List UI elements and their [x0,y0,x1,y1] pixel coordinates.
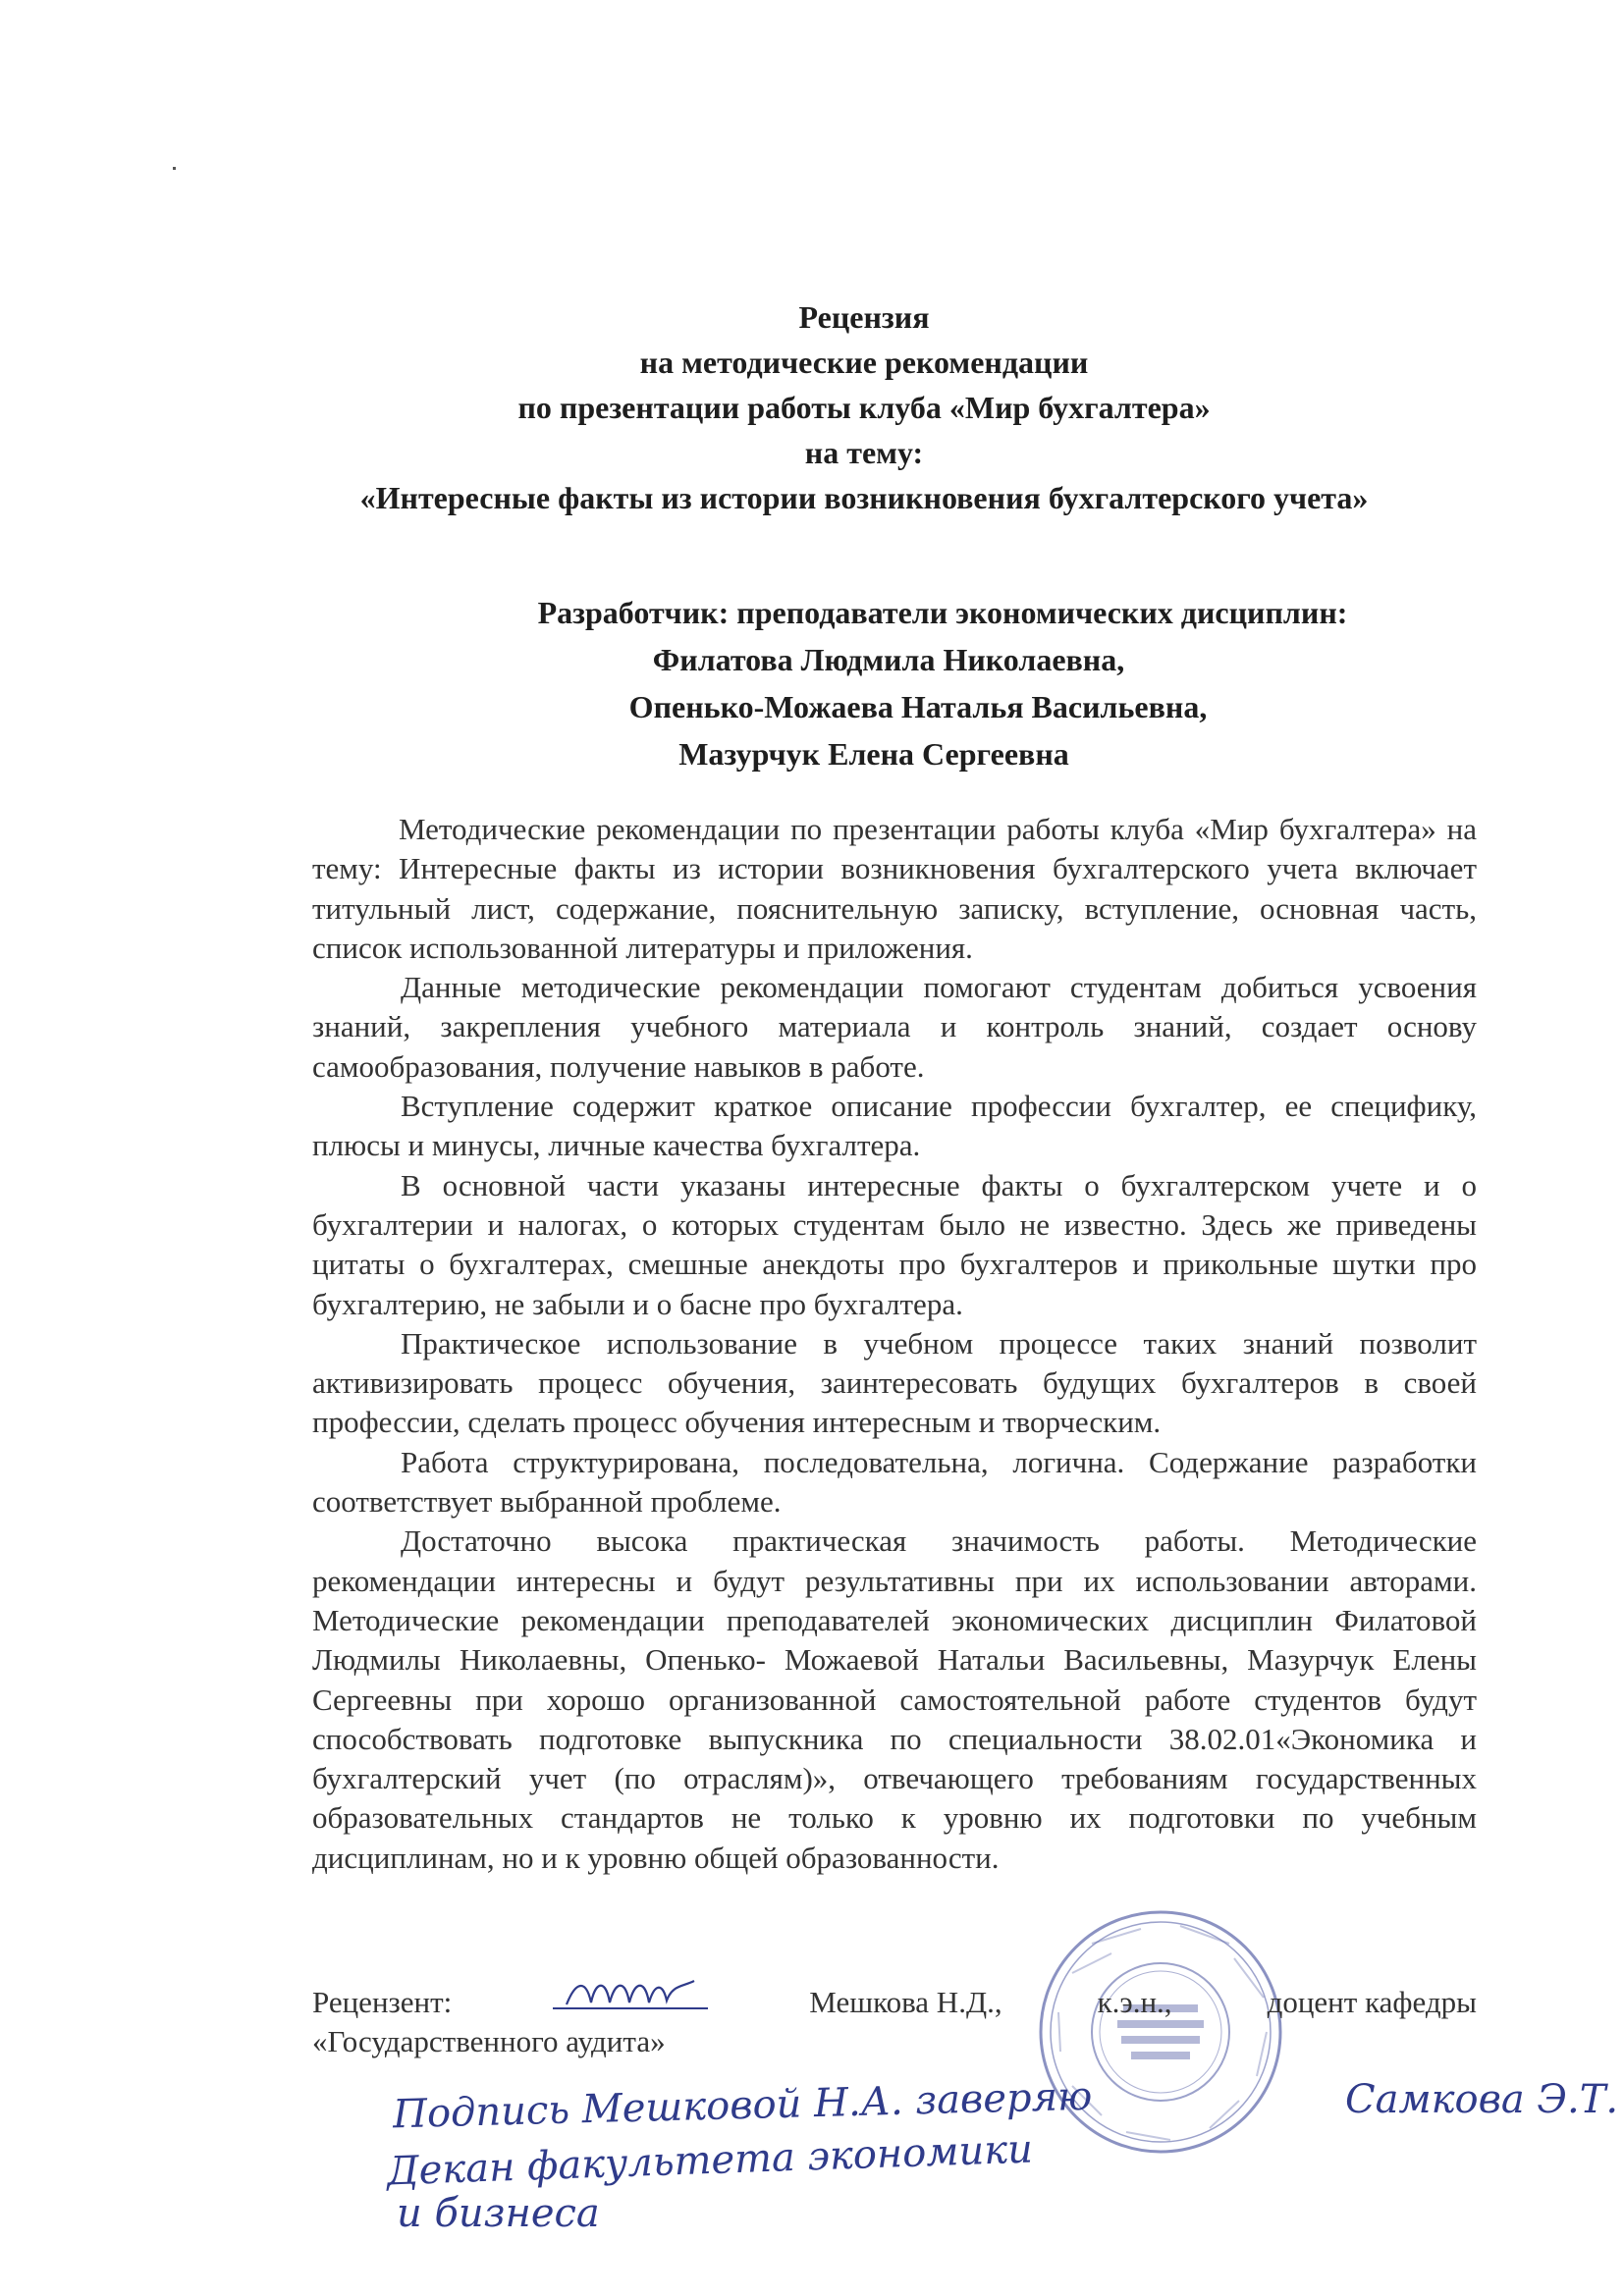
title-line-4: на тему: [804,435,924,470]
reviewer-label: Рецензент: [312,1985,453,2019]
title-line-1: Рецензия [798,299,930,335]
paragraph-4: В основной части указаны интересные факты о бухгалтерском учете и о бухгалтерии и налогах, о которых студентам было не известно. Здесь же приведены цитаты о бухгалтерах, смешные анекдоты про бухгалтеров и прикольные шутки про бухгалтерию, не забыли и о басне про бухгалтера. [312,1167,1477,1321]
document-title [295,294,1434,520]
scan-speck [173,167,176,170]
developers-label: Разработчик: преподаватели экономических дисциплин: [537,595,1348,630]
developers-block [452,589,1434,777]
developer-name-2: Опенько-Можаева Наталья Васильевна, [628,689,1208,724]
handwritten-line-1-right: Самкова Э.Т. [1345,2077,1619,2122]
reviewer-degree: к.э.н., [1097,1985,1172,2019]
reviewer-position: доцент кафедры [1267,1985,1477,2019]
paragraph-6: Работа структурирована, последовательна, логична. Содержание разработки соответствует выбранной проблеме. [312,1444,1477,1520]
paragraph-1: Методические рекомендации по презентации работы клуба «Мир бухгалтера» на тему: Интересные факты из истории возникновения бухгалтерского учета включает титульный лист, содержание, пояснительную записку, вступление, основная часть, список использованной литературы и приложения. [312,812,1477,965]
reviewer-block [312,1983,1477,2061]
developer-name-1: Филатова Людмила Николаевна, [652,642,1125,677]
reviewer-signature [547,1983,714,2012]
handwritten-line-2: Декан факультета экономики [386,2126,1034,2195]
paragraph-3: Вступление содержит краткое описание профессии бухгалтер, ее специфику, плюсы и минусы, личные качества бухгалтера. [312,1089,1477,1163]
reviewer-name: Мешкова Н.Д., [809,1985,1002,2019]
title-line-5: «Интересные факты из истории возникновения бухгалтерского учета» [359,480,1369,515]
handwritten-line-1: Подпись Мешковой Н.А. заверяю [392,2073,1093,2138]
reviewer-department: «Государственного аудита» [312,2024,666,2058]
handwritten-certification [386,2073,1620,2256]
paragraph-5: Практическое использование в учебном процессе таких знаний позволит активизировать процесс обучения, заинтересовать будущих бухгалтеров в своей профессии, сделать процесс обучения интересным и творческим. [312,1325,1477,1440]
review-body [312,810,1477,1878]
paragraph-7: Достаточно высока практическая значимость работы. Методические рекомендации интересны и будут результативны при их использовании авторами. Методические рекомендации преподавателей экономических дисциплин Филатовой Людмилы Николаевны, Опенько- Можаевой Натальи Васильевны, Мазурчук Елены Сергеевны при хорошо организованной самостоятельной работе студентов будут способствовать подготовке выпускника по специальности 38.02.01«Экономика и бухгалтерский учет (по отраслям)», отвечающего требованиям государственных образовательных стандартов не только к уровню их подготовки по учебным дисциплинам, но и к уровню общей образованности. [312,1523,1477,1875]
reviewer-line [312,1983,1477,2022]
handwritten-line-3: и бизнеса [397,2191,600,2236]
paragraph-2: Данные методические рекомендации помогают студентам добиться усвоения знаний, закрепления учебного материала и контроль знаний, создает основу самообразования, получение навыков в работе. [312,970,1477,1084]
title-line-3: по презентации работы клуба «Мир бухгалтера» [517,390,1211,425]
title-line-2: на методические рекомендации [639,345,1089,380]
developer-name-3: Мазурчук Елена Сергеевна [678,736,1069,772]
